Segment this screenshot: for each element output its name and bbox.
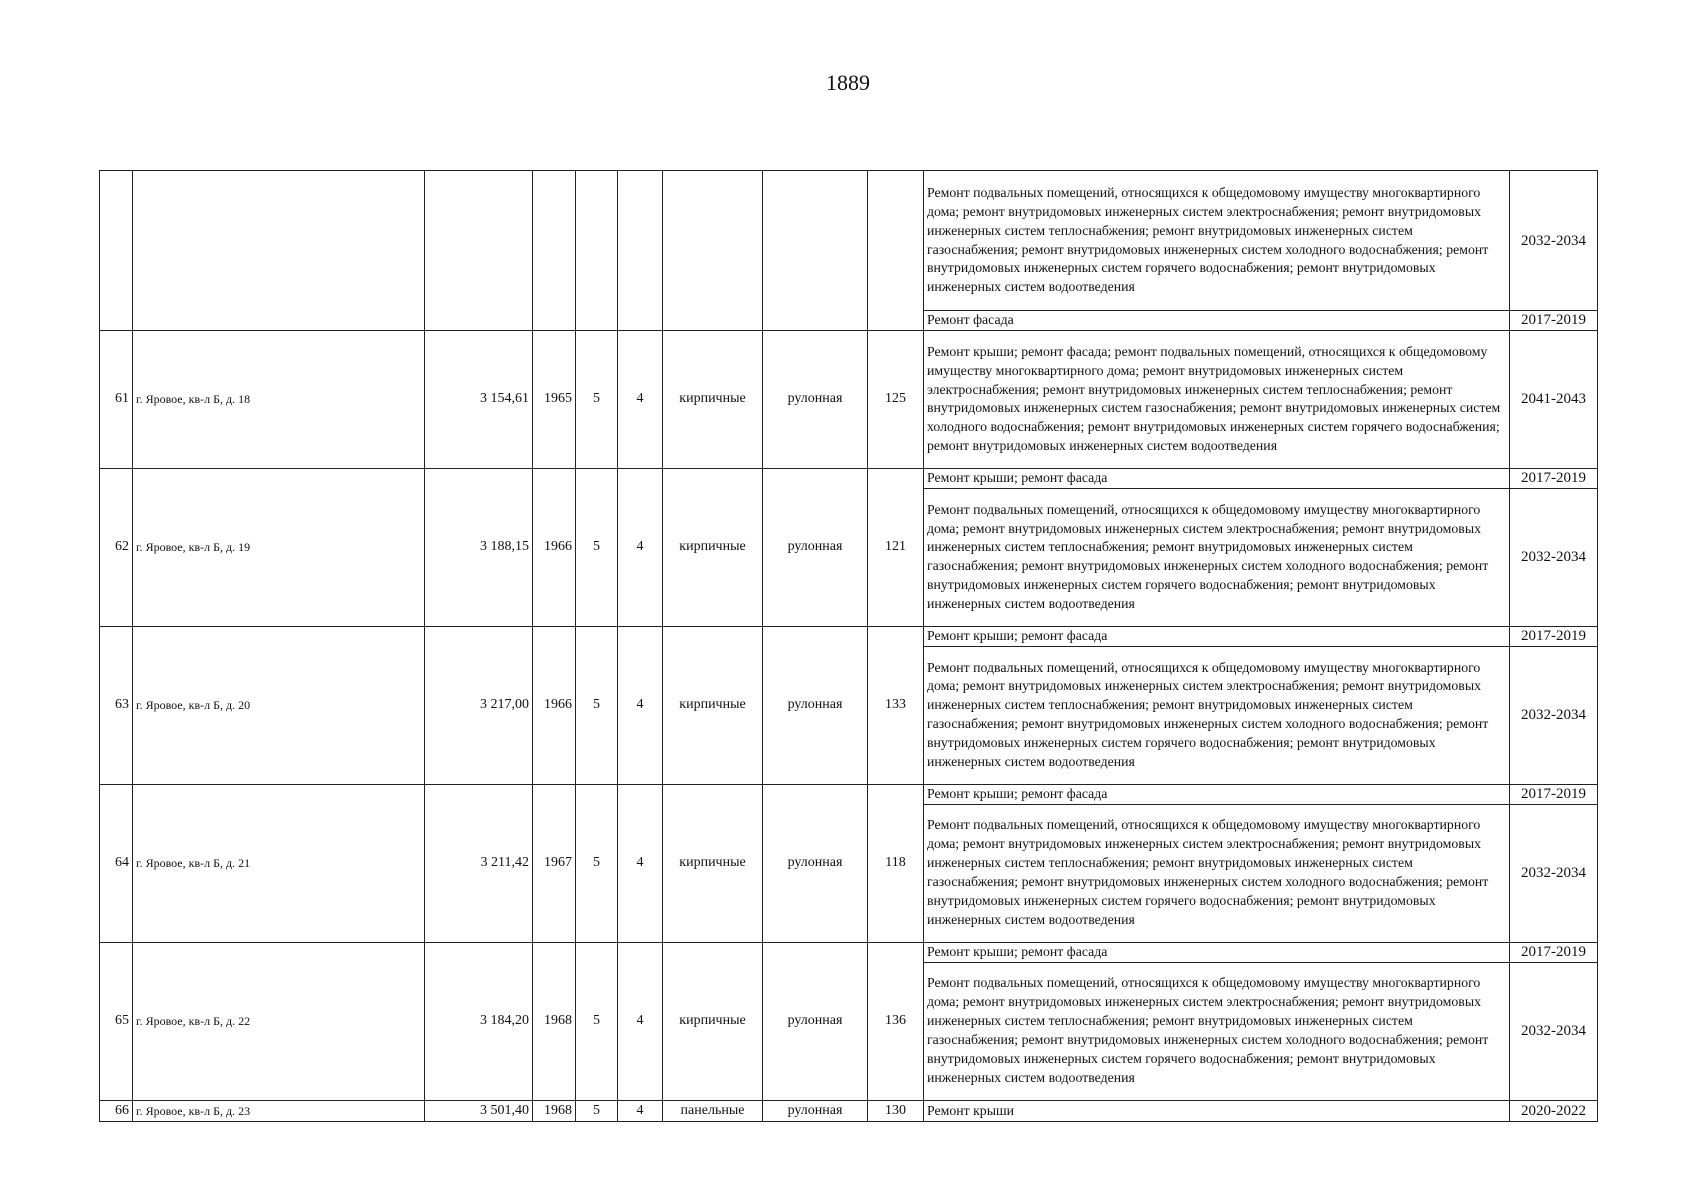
cell-apartments: 118 [868, 784, 924, 942]
cell-works: Ремонт подвальных помещений, относящихся к общедомовому имуществу многоквартирного дома; ремонт внутридомовых инженерных систем электроснабжения; ремонт внутридомовых инженерных систем теплоснабжения; ремонт внутридомовых инженерных систем газоснабжения; ремонт внутридомовых инженерных систем холодного водоснабжения; ремонт внутридомовых инженерных систем горячего водоснабжения; ремонт внутридомовых инженерных систем водоотведения [924, 646, 1510, 784]
cell-year [533, 171, 576, 331]
cell-entrances: 4 [618, 468, 663, 626]
cell-apartments: 121 [868, 468, 924, 626]
cell-works: Ремонт подвальных помещений, относящихся к общедомовому имуществу многоквартирного дома; ремонт внутридомовых инженерных систем электроснабжения; ремонт внутридомовых инженерных систем теплоснабжения; ремонт внутридомовых инженерных систем газоснабжения; ремонт внутридомовых инженерных систем холодного водоснабжения; ремонт внутридомовых инженерных систем горячего водоснабжения; ремонт внутридомовых инженерных систем водоотведения [924, 804, 1510, 942]
cell-year: 1968 [533, 1100, 576, 1121]
cell-area: 3 217,00 [425, 626, 533, 784]
cell-address: г. Яровое, кв-л Б, д. 20 [133, 626, 425, 784]
cell-floors: 5 [576, 330, 618, 468]
cell-period: 2017-2019 [1510, 784, 1598, 804]
cell-entrances: 4 [618, 942, 663, 1100]
cell-floors: 5 [576, 626, 618, 784]
table-row [100, 330, 1598, 468]
cell-period: 2017-2019 [1510, 468, 1598, 488]
cell-walls: кирпичные [663, 468, 763, 626]
cell-address: г. Яровое, кв-л Б, д. 19 [133, 468, 425, 626]
table-row [100, 171, 1598, 311]
cell-num: 64 [100, 784, 133, 942]
cell-roof [763, 171, 868, 331]
cell-floors: 5 [576, 942, 618, 1100]
cell-period: 2017-2019 [1510, 311, 1598, 331]
cell-area: 3 184,20 [425, 942, 533, 1100]
cell-num: 66 [100, 1100, 133, 1121]
cell-year: 1966 [533, 626, 576, 784]
cell-apartments: 136 [868, 942, 924, 1100]
cell-roof: рулонная [763, 330, 868, 468]
cell-roof: рулонная [763, 626, 868, 784]
cell-entrances: 4 [618, 626, 663, 784]
cell-works: Ремонт крыши; ремонт фасада [924, 468, 1510, 488]
cell-roof: рулонная [763, 942, 868, 1100]
cell-entrances: 4 [618, 330, 663, 468]
cell-num [100, 171, 133, 331]
cell-roof: рулонная [763, 468, 868, 626]
cell-period: 2017-2019 [1510, 626, 1598, 646]
cell-year: 1968 [533, 942, 576, 1100]
cell-period: 2032-2034 [1510, 962, 1598, 1100]
cell-num: 62 [100, 468, 133, 626]
cell-floors [576, 171, 618, 331]
cell-period: 2032-2034 [1510, 171, 1598, 311]
cell-address: г. Яровое, кв-л Б, д. 22 [133, 942, 425, 1100]
cell-roof: рулонная [763, 1100, 868, 1121]
cell-area [425, 171, 533, 331]
cell-apartments [868, 171, 924, 331]
cell-address: г. Яровое, кв-л Б, д. 21 [133, 784, 425, 942]
cell-num: 61 [100, 330, 133, 468]
cell-walls: кирпичные [663, 942, 763, 1100]
cell-period: 2032-2034 [1510, 488, 1598, 626]
cell-num: 63 [100, 626, 133, 784]
table-row [100, 626, 1598, 646]
cell-area: 3 154,61 [425, 330, 533, 468]
cell-walls [663, 171, 763, 331]
cell-address: г. Яровое, кв-л Б, д. 23 [133, 1100, 425, 1121]
table-row [100, 784, 1598, 804]
cell-works: Ремонт подвальных помещений, относящихся к общедомовому имуществу многоквартирного дома; ремонт внутридомовых инженерных систем электроснабжения; ремонт внутридомовых инженерных систем теплоснабжения; ремонт внутридомовых инженерных систем газоснабжения; ремонт внутридомовых инженерных систем холодного водоснабжения; ремонт внутридомовых инженерных систем горячего водоснабжения; ремонт внутридомовых инженерных систем водоотведения [924, 488, 1510, 626]
repair-schedule-table [99, 170, 1598, 1122]
cell-floors: 5 [576, 1100, 618, 1121]
cell-works: Ремонт крыши; ремонт фасада [924, 942, 1510, 962]
cell-period: 2017-2019 [1510, 942, 1598, 962]
cell-address: г. Яровое, кв-л Б, д. 18 [133, 330, 425, 468]
cell-num: 65 [100, 942, 133, 1100]
cell-entrances: 4 [618, 784, 663, 942]
cell-floors: 5 [576, 468, 618, 626]
cell-works: Ремонт крыши; ремонт фасада [924, 784, 1510, 804]
table-row [100, 1100, 1598, 1121]
cell-works: Ремонт подвальных помещений, относящихся к общедомовому имуществу многоквартирного дома; ремонт внутридомовых инженерных систем электроснабжения; ремонт внутридомовых инженерных систем теплоснабжения; ремонт внутридомовых инженерных систем газоснабжения; ремонт внутридомовых инженерных систем холодного водоснабжения; ремонт внутридомовых инженерных систем горячего водоснабжения; ремонт внутридомовых инженерных систем водоотведения [924, 962, 1510, 1100]
cell-apartments: 125 [868, 330, 924, 468]
cell-apartments: 130 [868, 1100, 924, 1121]
cell-address [133, 171, 425, 331]
cell-works: Ремонт крыши; ремонт фасада [924, 626, 1510, 646]
cell-period: 2032-2034 [1510, 646, 1598, 784]
cell-entrances [618, 171, 663, 331]
cell-area: 3 211,42 [425, 784, 533, 942]
cell-works: Ремонт крыши [924, 1100, 1510, 1121]
cell-period: 2041-2043 [1510, 330, 1598, 468]
table-row [100, 942, 1598, 962]
cell-works: Ремонт фасада [924, 311, 1510, 331]
cell-period: 2020-2022 [1510, 1100, 1598, 1121]
cell-walls: кирпичные [663, 784, 763, 942]
cell-period: 2032-2034 [1510, 804, 1598, 942]
cell-walls: панельные [663, 1100, 763, 1121]
cell-year: 1965 [533, 330, 576, 468]
cell-roof: рулонная [763, 784, 868, 942]
cell-year: 1966 [533, 468, 576, 626]
cell-walls: кирпичные [663, 330, 763, 468]
cell-works: Ремонт крыши; ремонт фасада; ремонт подвальных помещений, относящихся к общедомовому имуществу многоквартирного дома; ремонт внутридомовых инженерных систем электроснабжения; ремонт внутридомовых инженерных систем теплоснабжения; ремонт внутридомовых инженерных систем газоснабжения; ремонт внутридомовых инженерных систем холодного водоснабжения; ремонт внутридомовых инженерных систем горячего водоснабжения; ремонт внутридомовых инженерных систем водоотведения [924, 330, 1510, 468]
cell-area: 3 501,40 [425, 1100, 533, 1121]
page-number: 1889 [826, 70, 870, 95]
cell-area: 3 188,15 [425, 468, 533, 626]
cell-floors: 5 [576, 784, 618, 942]
cell-entrances: 4 [618, 1100, 663, 1121]
cell-works: Ремонт подвальных помещений, относящихся к общедомовому имуществу многоквартирного дома; ремонт внутридомовых инженерных систем электроснабжения; ремонт внутридомовых инженерных систем теплоснабжения; ремонт внутридомовых инженерных систем газоснабжения; ремонт внутридомовых инженерных систем холодного водоснабжения; ремонт внутридомовых инженерных систем горячего водоснабжения; ремонт внутридомовых инженерных систем водоотведения [924, 171, 1510, 311]
cell-apartments: 133 [868, 626, 924, 784]
cell-year: 1967 [533, 784, 576, 942]
cell-walls: кирпичные [663, 626, 763, 784]
table-row [100, 468, 1598, 488]
